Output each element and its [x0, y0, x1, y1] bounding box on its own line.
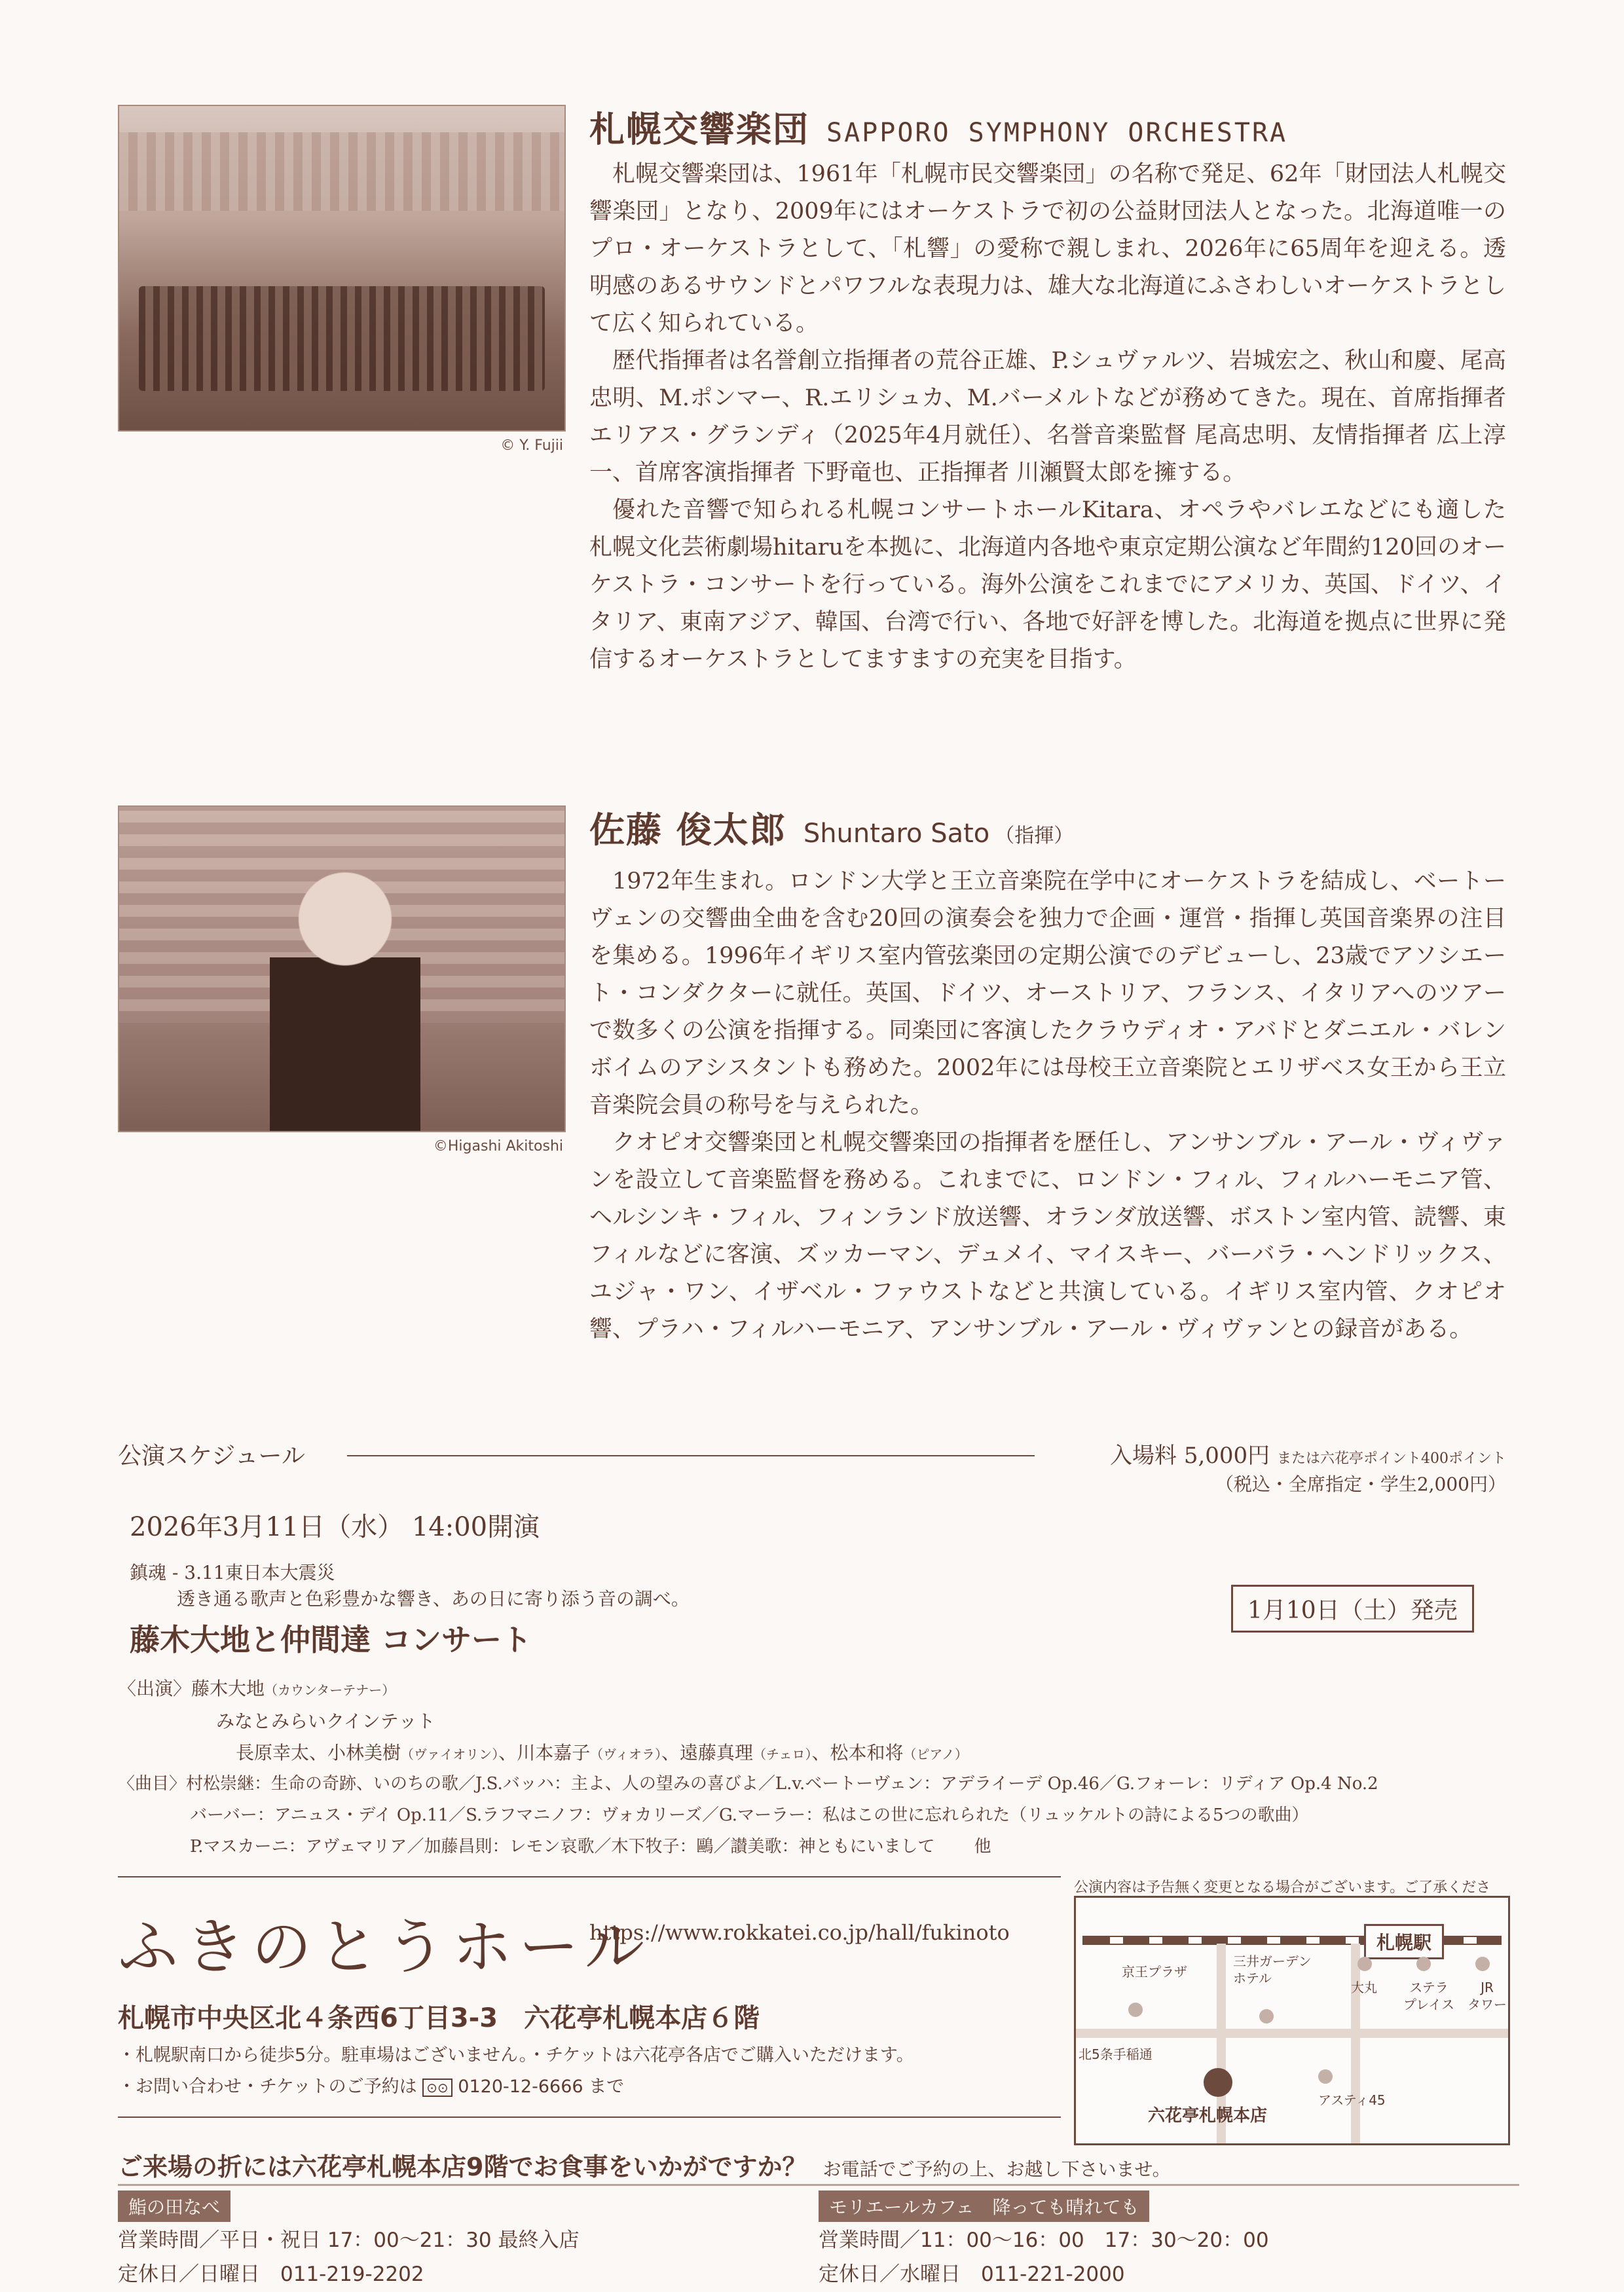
map-label-jr-tower: JR タワー — [1467, 1980, 1507, 2012]
conductor-photo — [118, 805, 566, 1132]
performer-piano-part: （ピアノ） — [903, 1747, 968, 1762]
map-pin-honten — [1204, 2068, 1232, 2097]
access-map — [1074, 1896, 1510, 2145]
fee-note: （税込・全席指定・学生2,000円） — [1215, 1473, 1506, 1495]
map-label-honten: 六花亭札幌本店 — [1148, 2106, 1268, 2126]
conductor-photo-credit: ©Higashi Akitoshi — [433, 1138, 563, 1155]
conductor-name-en: Shuntaro Sato — [803, 819, 990, 849]
program-line-3-text: P.マスカーニ：アヴェマリア／加藤昌則：レモン哀歌／木下牧子：鷗／讃美歌：神ともにいまして — [190, 1837, 935, 1857]
hall-rule-top — [118, 1876, 1061, 1877]
performer-line-2: みなとみらいクインテット — [216, 1710, 435, 1732]
concert-tagline: 透き通る歌声と色彩豊かな響き、あの日に寄り添う音の調べ。 — [177, 1588, 690, 1610]
conductor-photo-figure — [270, 859, 420, 1131]
concert-theme: 鎮魂 - 3.11東日本大震災 — [130, 1562, 335, 1583]
map-label-asty: アスティ45 — [1318, 2092, 1386, 2108]
performer-violin-part: （ヴァイオリン） — [401, 1747, 499, 1762]
restaurant-right-closed: 定休日／水曜日 011-221-2000 — [819, 2263, 1125, 2286]
map-notice: 公演内容は予告無く変更となる場合がございます。ご了承くださ — [1074, 1879, 1491, 1896]
restaurant-left-divider — [118, 2184, 838, 2186]
map-road-kita5 — [1076, 2029, 1508, 2038]
freedial-icon: ⊙⊙ — [422, 2079, 452, 2097]
orchestra-photo-stage — [139, 286, 545, 391]
map-dot-mitsui — [1259, 2009, 1274, 2024]
program-line-3 — [118, 1831, 1513, 1862]
sale-date-badge: 1月10日（土）発売 — [1231, 1585, 1474, 1633]
hall-rule-bottom — [118, 2116, 1061, 2118]
hall-note-2-text: ・お問い合わせ・チケットのご予約は — [118, 2077, 417, 2097]
map-label-street: 北5条手稲通 — [1079, 2046, 1153, 2062]
conductor-bio — [589, 863, 1506, 1348]
map-dot-asty — [1318, 2069, 1333, 2084]
map-label-stellar: ステラ プレイス — [1403, 1980, 1454, 2012]
performer-line-1 — [118, 1673, 1513, 1706]
restaurant-right-divider — [819, 2184, 1519, 2186]
fee — [1048, 1437, 1506, 1469]
performer-viola-part: （ヴィオラ） — [590, 1747, 662, 1762]
orchestra-photo — [118, 105, 566, 432]
map-dot-keio — [1128, 2003, 1143, 2017]
performer-piano: 、松本和将 — [811, 1742, 904, 1764]
conductor-paragraph-2: クオピオ交響楽団と札幌交響楽団の指揮者を歴任し、アンサンブル・アール・ヴィヴァンを設立して音楽監督を務める。これまでに、ロンドン・フィル、フィルハーモニア管、ヘルシンキ・フィル、フィンランド放送響、オランダ放送響、ボストン室内管、読響、東フィルなどに客演、ズッカーマン、デュメイ、マイスキー、バーバラ・ヘンドリックス、ユジャ・ワン、イザベル・ファウストなどと共演している。イギリス室内管、クオピオ響、プラハ・フィルハーモニア、アンサンブル・アール・ヴィヴァンとの録音がある。 — [589, 1130, 1506, 1342]
orchestra-bio — [589, 156, 1506, 678]
performer-line-3 — [118, 1737, 1513, 1770]
restaurant-invite-text: ご来場の折には六花亭札幌本店9階でお食事をいかがですか？ — [118, 2153, 807, 2181]
hall-note-2 — [118, 2071, 1061, 2103]
hall-note-1: ・札幌駅南口から徒歩5分。駐車場はございません。・チケットは六花亭各店でご購入いただけます。 — [118, 2045, 914, 2065]
performer-main: 〈出演〉藤木大地 — [118, 1678, 265, 1699]
performer-cello: 、遠藤真理 — [661, 1742, 754, 1764]
restaurant-left-info — [118, 2223, 580, 2291]
hall-url[interactable]: https://www.rokkatei.co.jp/hall/fukinoto — [589, 1920, 1010, 1945]
conductor-heading — [589, 802, 1506, 853]
performer-main-part: （カウンターテナー） — [265, 1682, 396, 1698]
restaurant-right-hours: 営業時間／11：00〜16：00 17：30〜20：00 — [819, 2228, 1269, 2252]
hall-phone: 0120-12-6666 まで — [458, 2077, 625, 2097]
concert-date: 2026年3月11日（水） 14:00開演 — [130, 1512, 540, 1542]
performers — [118, 1673, 1513, 1770]
conductor-name-ja: 佐藤 俊太郎 — [589, 809, 786, 851]
orchestra-photo-credit: © Y. Fujii — [500, 437, 563, 454]
restaurant-right-info — [819, 2223, 1269, 2291]
map-road-v2 — [1351, 1944, 1360, 2143]
orchestra-photo-balcony — [119, 132, 564, 211]
orchestra-paragraph-2: 歴代指揮者は名誉創立指揮者の荒谷正雄、P.シュヴァルツ、岩城宏之、秋山和慶、尾高忠明、M.ポンマー、R.エリシュカ、M.バーメルトなどが務めてきた。現在、首席指揮者 エリアス・グランディ（2025年4月就任）、名誉音楽監督 尾高忠明、友情指揮者 広上淳一、首席客演指揮者 下野竜也、正指揮者 川瀬賢太郎を擁する。 — [589, 348, 1506, 486]
orchestra-name-ja: 札幌交響楽団 — [589, 109, 809, 150]
conductor-role: （指揮） — [995, 824, 1074, 847]
orchestra-heading — [589, 102, 1506, 152]
hall-logo: ふきのとうホール — [118, 1912, 652, 1982]
conductor-paragraph-1: 1972年生まれ。ロンドン大学と王立音楽院在学中にオーケストラを結成し、ベートーヴェンの交響曲全曲を含む20回の演奏会を独力で企画・運営・指揮し英国音楽界の注目を集める。1996年イギリス室内管弦楽団の定期公演でのデビューし、23歳でアソシエート・コンダクターに就任。英国、ドイツ、オーストリア、フランス、イタリアへのツアーで数多くの公演を指揮する。同楽団に客演したクラウディオ・アバドとダニエル・バレンボイムのアシスタントも務めた。2002年には母校王立音楽院とエリザベス女王から王立音楽院会員の称号を与えられた。 — [589, 868, 1506, 1118]
orchestra-name-en: SAPPORO SYMPHONY ORCHESTRA — [826, 118, 1288, 148]
restaurant-invite-sub: お電話でご予約の上、お越し下さいませ。 — [822, 2158, 1171, 2180]
map-dot-stellar — [1416, 1957, 1431, 1971]
schedule-heading: 公演スケジュール — [118, 1443, 305, 1469]
orchestra-paragraph-3: 優れた音響で知られる札幌コンサートホールKitara、オペラやバレエなどにも適した札幌文化芸術劇場hitaruを本拠に、北海道内各地や東京定期公演など年間約120回のオーケストラ・コンサートを行っている。海外公演をこれまでにアメリカ、英国、ドイツ、イタリア、東南アジア、韓国、台湾で行い、各地で好評を博した。北海道を拠点に世界に発信するオーケストラとしてますますの充実を目指す。 — [589, 497, 1506, 673]
orchestra-paragraph-1: 札幌交響楽団は、1961年「札幌市民交響楽団」の名称で発足、62年「財団法人札幌交響楽団」となり、2009年にはオーケストラで初の公益財団法人となった。北海道唯一のプロ・オーケストラとして、「札響」の愛称で親しまれ、2026年に65周年を迎える。透明感のあるサウンドとパワフルな表現力は、雄大な北海道にふさわしいオーケストラとして広く知られている。 — [589, 161, 1506, 337]
fee-label: 入場料 5,000円 — [1110, 1443, 1270, 1469]
performer-violins: 長原幸太、小林美樹 — [236, 1742, 401, 1764]
program-line-2: バーバー：アニュス・デイ Op.11／S.ラフマニノフ：ヴォカリーズ／G.マーラー：私はこの世に忘れられた（リュッケルトの詩による5つの歌曲） — [190, 1805, 1309, 1825]
concert-title: 藤木大地と仲間達 コンサート — [130, 1622, 532, 1657]
restaurant-left-name: 鮨の田なべ — [118, 2190, 231, 2222]
hall-notes — [118, 2040, 1061, 2103]
restaurant-invite — [118, 2147, 1519, 2183]
map-dot-jr-tower — [1475, 1957, 1490, 1971]
program-etc: 他 — [974, 1837, 991, 1857]
fee-alt: または六花亭ポイント400ポイント — [1277, 1451, 1506, 1467]
map-label-keio: 京王プラザ — [1122, 1964, 1187, 1980]
map-label-daimaru: 大丸 — [1351, 1980, 1377, 1995]
performer-cello-part: （チェロ） — [753, 1747, 812, 1762]
restaurant-right-name: モリエールカフェ 降っても晴れても — [819, 2190, 1149, 2222]
restaurant-left-closed: 定休日／日曜日 011-219-2202 — [118, 2263, 424, 2286]
map-dot-daimaru — [1357, 1957, 1372, 1971]
restaurant-left-hours: 営業時間／平日・祝日 17：00〜21：30 最終入店 — [118, 2228, 580, 2252]
map-station-label: 札幌駅 — [1364, 1924, 1444, 1959]
schedule-rule — [347, 1455, 1035, 1456]
performer-viola: 、川本嘉子 — [498, 1742, 591, 1764]
hall-address: 札幌市中央区北４条西6丁目3-3 六花亭札幌本店６階 — [118, 2003, 760, 2033]
program-line-1: 〈曲目〉村松崇継：生命の奇跡、いのちの歌／J.S.バッハ：主よ、人の望みの喜びよ／L.v.ベートーヴェン：アデライーデ Op.46／G.フォーレ：リディア Op.4 No.2 — [118, 1774, 1378, 1794]
map-label-mitsui: 三井ガーデン ホテル — [1233, 1953, 1312, 1986]
program — [118, 1768, 1513, 1862]
